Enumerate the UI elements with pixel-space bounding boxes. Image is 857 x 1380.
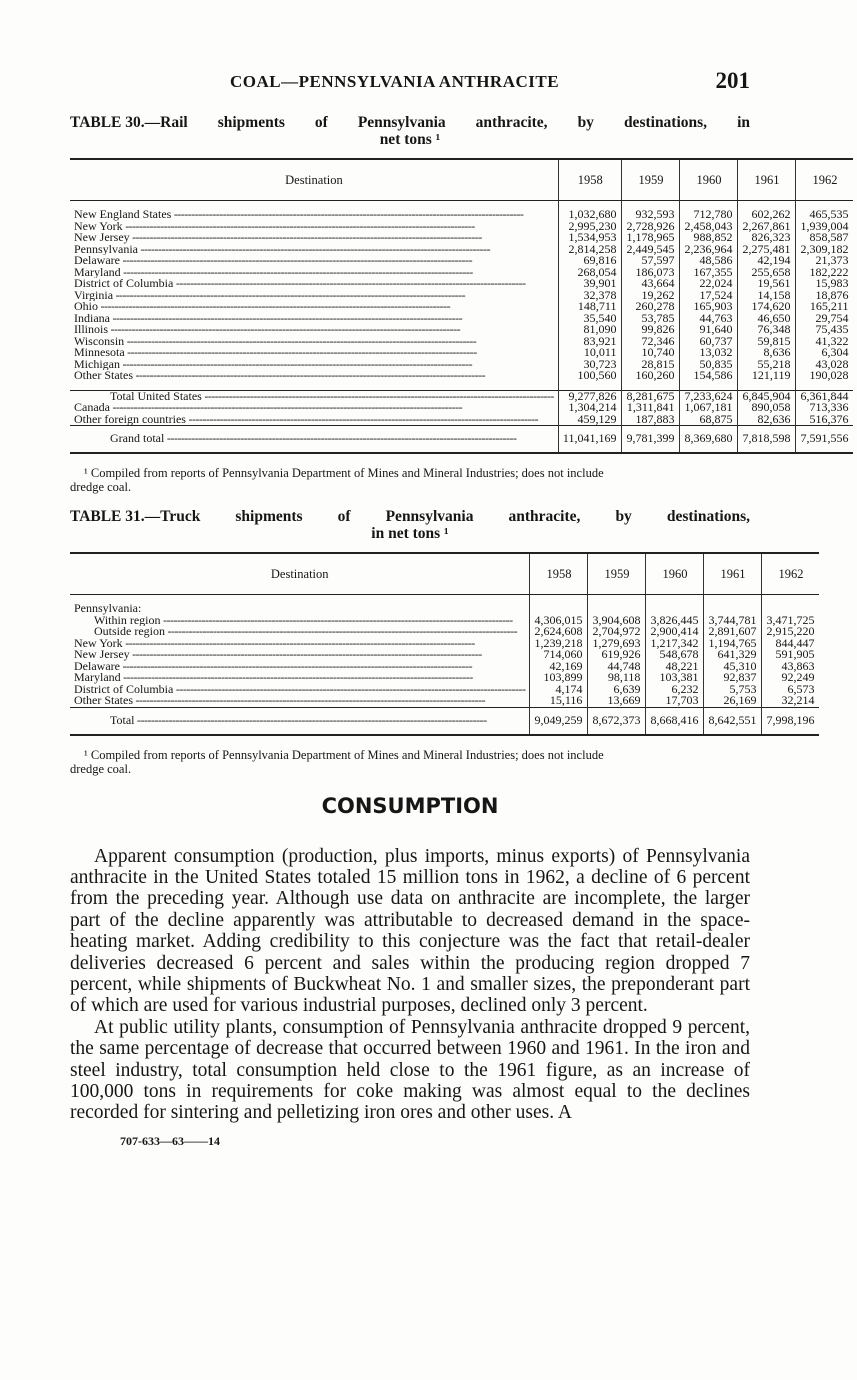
table-cell: 7,591,556 [796, 426, 854, 454]
table-31-caption-line2: in net tons ¹ [371, 525, 449, 542]
table-30-caption [70, 114, 750, 148]
row-label [70, 695, 530, 707]
caption-word: of [337, 508, 351, 525]
table-row [70, 313, 853, 325]
table-cell: 35,540 [558, 313, 622, 325]
table-cell: 43,863 [762, 661, 820, 673]
table-cell: 44,748 [588, 661, 646, 673]
table-cell: 50,835 [680, 359, 738, 371]
table-row [70, 324, 853, 336]
spacer-cell [530, 595, 588, 604]
table-cell: 72,346 [622, 336, 680, 348]
table-cell: 186,073 [622, 267, 680, 279]
table-cell: 714,060 [530, 649, 588, 661]
table-cell: 69,816 [558, 255, 622, 267]
row-label [70, 347, 558, 359]
row-label [70, 359, 558, 371]
page-number: 201 [715, 68, 750, 93]
caption-word: anthracite, [475, 114, 548, 131]
row-label-text: Maryland ----- [74, 267, 473, 279]
table-cell: 42,169 [530, 661, 588, 673]
table-cell: 1,067,181 [680, 402, 738, 414]
table-cell: 2,814,258 [558, 244, 622, 256]
column-header: Destination [70, 159, 558, 201]
table-cell: 8,672,373 [588, 707, 646, 735]
table-cell: 182,222 [796, 267, 854, 279]
table-cell: 8,642,551 [704, 707, 762, 735]
spacer-cell [762, 595, 820, 604]
table-31-body [70, 595, 819, 735]
table-cell: 2,704,972 [588, 626, 646, 638]
row-label-text: Delaware ----- [74, 255, 472, 267]
table-cell: 712,780 [680, 209, 738, 221]
table-cell: 255,658 [738, 267, 796, 279]
table-cell: 13,032 [680, 347, 738, 359]
running-head [70, 66, 750, 100]
row-label-text: Indiana ----- [74, 313, 462, 325]
table-cell: 826,323 [738, 232, 796, 244]
row-label-text: New York ----- [74, 221, 475, 233]
table-cell: 81,090 [558, 324, 622, 336]
table-row [70, 347, 853, 359]
table-cell: 1,178,965 [622, 232, 680, 244]
table-cell: 103,899 [530, 672, 588, 684]
row-label-text: Total United States ----- [110, 390, 554, 402]
row-label [70, 626, 530, 638]
row-label [70, 649, 530, 661]
row-label-text: Minnesota ----- [74, 347, 477, 359]
row-label-text: Maryland ----- [74, 672, 473, 684]
spacer-cell [70, 595, 530, 604]
column-header: 1959 [622, 159, 680, 201]
table-cell: 21,373 [796, 255, 854, 267]
row-label [70, 336, 558, 348]
table-cell: 29,754 [796, 313, 854, 325]
row-label [70, 290, 558, 302]
table-row [70, 638, 819, 650]
group-label: Pennsylvania: [74, 603, 142, 615]
table-cell: 59,815 [738, 336, 796, 348]
row-label-text: Pennsylvania ----- [74, 244, 490, 256]
table-31 [70, 552, 819, 736]
table-cell: 932,593 [622, 209, 680, 221]
table-cell: 121,119 [738, 370, 796, 382]
table-cell: 99,826 [622, 324, 680, 336]
table-cell: 45,310 [704, 661, 762, 673]
caption-word: of [314, 114, 328, 131]
table-cell: 41,322 [796, 336, 854, 348]
table-cell: 1,534,953 [558, 232, 622, 244]
table-cell: 19,262 [622, 290, 680, 302]
table-row [70, 336, 853, 348]
table-cell: 43,028 [796, 359, 854, 371]
row-label [70, 370, 558, 382]
table-cell: 844,447 [762, 638, 820, 650]
table-cell: 98,118 [588, 672, 646, 684]
caption-word: TABLE 31.—Truck [70, 508, 201, 525]
table-cell: 10,011 [558, 347, 622, 359]
row-label [70, 209, 558, 221]
row-label [70, 313, 558, 325]
table-row [70, 278, 853, 290]
row-label-text: Delaware ----- [74, 661, 472, 673]
row-label-text: Canada ----- [74, 402, 462, 414]
caption-word: Pennsylvania [357, 114, 446, 131]
column-header: 1960 [680, 159, 738, 201]
table-cell: 190,028 [796, 370, 854, 382]
table-cell: 187,883 [622, 414, 680, 426]
table-cell: 19,561 [738, 278, 796, 290]
spacer-cell [588, 595, 646, 604]
table-row [70, 209, 853, 221]
table-31-caption-line1 [70, 508, 750, 525]
table-cell: 160,260 [622, 370, 680, 382]
table-cell: 3,904,608 [588, 615, 646, 627]
caption-word: by [577, 114, 594, 131]
table-cell: 42,194 [738, 255, 796, 267]
table-cell: 2,891,607 [704, 626, 762, 638]
table-cell: 55,218 [738, 359, 796, 371]
table-cell: 2,995,230 [558, 221, 622, 233]
subtotal-row [70, 402, 853, 414]
row-label-text: New York ----- [74, 638, 475, 650]
table-cell: 268,054 [558, 267, 622, 279]
table-cell: 2,267,861 [738, 221, 796, 233]
table-cell: 8,636 [738, 347, 796, 359]
grand-total-row [70, 426, 853, 454]
table-cell: 26,169 [704, 695, 762, 707]
table-row [70, 370, 853, 382]
table-cell: 3,471,725 [762, 615, 820, 627]
total-row [70, 707, 819, 735]
table-30-caption-line2: net tons ¹ [379, 131, 441, 148]
document-page [70, 66, 849, 1149]
table-cell: 6,845,904 [738, 390, 796, 402]
footnote-line: ¹ Compiled from reports of Pennsylvania Department of Mines and Mineral Industries; does not include [84, 747, 604, 762]
column-header: 1958 [530, 553, 588, 595]
table-cell: 1,032,680 [558, 209, 622, 221]
table-cell: 641,329 [704, 649, 762, 661]
row-label-text: Other States ----- [74, 370, 485, 382]
table-cell: 8,369,680 [680, 426, 738, 454]
table-cell: 2,236,964 [680, 244, 738, 256]
column-header: 1960 [646, 553, 704, 595]
column-header: 1958 [558, 159, 622, 201]
table-cell: 148,711 [558, 301, 622, 313]
table-cell: 2,309,182 [796, 244, 854, 256]
table-cell: 459,129 [558, 414, 622, 426]
table-cell: 1,311,841 [622, 402, 680, 414]
table-cell: 83,921 [558, 336, 622, 348]
table-row [70, 695, 819, 707]
spacer-cell [646, 595, 704, 604]
printer-mark: 707-633—63——14 [120, 1133, 220, 1148]
table-cell: 9,049,259 [530, 707, 588, 735]
table-cell: 988,852 [680, 232, 738, 244]
table-cell: 13,669 [588, 695, 646, 707]
table-cell: 1,939,004 [796, 221, 854, 233]
table-row [70, 267, 853, 279]
table-cell: 46,650 [738, 313, 796, 325]
body-paragraph: At public utility plants, consumption of Pennsylvania anthracite dropped 9 percent, the same percentage of decrease that occurred between 1960 and 1961. In the iron and steel industry, total consumption held close to the 1961 figure, as an increase of 100,000 tons in requirements for coke making was almost equal to the declines recorded for sintering and pelletizing iron ores and other uses. A [70, 1016, 750, 1124]
caption-word: in [737, 114, 750, 131]
table-row [70, 626, 819, 638]
table-cell: 2,900,414 [646, 626, 704, 638]
footnote-line: dredge coal. [70, 480, 132, 494]
table-cell: 591,905 [762, 649, 820, 661]
caption-word: Pennsylvania [385, 508, 474, 525]
footnote-line: ¹ Compiled from reports of Pennsylvania Department of Mines and Mineral Industries; does not include [84, 466, 604, 480]
table-cell: 2,915,220 [762, 626, 820, 638]
column-header: 1961 [738, 159, 796, 201]
table-30 [70, 158, 853, 454]
table-cell: 15,983 [796, 278, 854, 290]
table-cell: 174,620 [738, 301, 796, 313]
table-cell: 68,875 [680, 414, 738, 426]
table-cell: 3,744,781 [704, 615, 762, 627]
table-row [70, 359, 853, 371]
row-label [70, 324, 558, 336]
caption-word: shipments [235, 508, 303, 525]
table-cell: 91,640 [680, 324, 738, 336]
spacer-row [70, 201, 853, 210]
row-label-text: Total ----- [110, 713, 487, 727]
table-cell: 28,815 [622, 359, 680, 371]
table-cell: 8,281,675 [622, 390, 680, 402]
table-cell: 6,573 [762, 684, 820, 696]
table-cell: 1,239,218 [530, 638, 588, 650]
table-cell: 100,560 [558, 370, 622, 382]
table-cell: 858,587 [796, 232, 854, 244]
row-label [70, 402, 558, 414]
table-cell: 260,278 [622, 301, 680, 313]
footnote-line: dredge coal. [70, 761, 132, 776]
table-cell: 7,818,598 [738, 426, 796, 454]
row-label-text: Illinois ----- [74, 324, 460, 336]
table-row [70, 221, 853, 233]
row-label [70, 301, 558, 313]
caption-word: destinations, [623, 114, 708, 131]
row-label [70, 672, 530, 684]
table-cell: 103,381 [646, 672, 704, 684]
table-header-row [70, 159, 853, 201]
table-cell: 4,174 [530, 684, 588, 696]
table-cell: 53,785 [622, 313, 680, 325]
table-cell: 75,435 [796, 324, 854, 336]
table-cell: 18,876 [796, 290, 854, 302]
table-31-footnote [70, 748, 750, 776]
table-cell: 6,304 [796, 347, 854, 359]
table-cell: 7,998,196 [762, 707, 820, 735]
spacer-cell [704, 595, 762, 604]
table-cell: 30,723 [558, 359, 622, 371]
column-header: Destination [70, 553, 530, 595]
table-cell: 92,837 [704, 672, 762, 684]
spacer-cell [70, 201, 558, 210]
table-cell: 6,361,844 [796, 390, 854, 402]
table-cell: 11,041,169 [558, 426, 622, 454]
table-30-body [70, 201, 853, 454]
table-30-caption-line1 [70, 114, 750, 131]
row-label-text: Other States ----- [74, 695, 485, 707]
table-cell: 9,781,399 [622, 426, 680, 454]
group-header-row [70, 603, 819, 615]
table-cell: 465,535 [796, 209, 854, 221]
row-label [70, 414, 558, 426]
table-row [70, 615, 819, 627]
table-cell: 76,348 [738, 324, 796, 336]
table-cell: 43,664 [622, 278, 680, 290]
row-label-text: Grand total ----- [110, 431, 516, 445]
table-cell: 17,703 [646, 695, 704, 707]
table-cell: 14,158 [738, 290, 796, 302]
row-label [70, 638, 530, 650]
table-cell: 713,336 [796, 402, 854, 414]
table-cell: 2,275,481 [738, 244, 796, 256]
table-cell: 3,826,445 [646, 615, 704, 627]
row-label-text: New England States ----- [74, 209, 523, 221]
table-row [70, 244, 853, 256]
table-cell: 165,903 [680, 301, 738, 313]
row-label [70, 244, 558, 256]
table-cell: 39,901 [558, 278, 622, 290]
row-label-text: Outside region ----- [94, 626, 517, 638]
body-paragraph: Apparent consumption (production, plus imports, minus exports) of Pennsylvania anthracite in the United States totaled 15 million tons in 1962, a decline of 6 percent from the preceding year. Although use data on anthracite are incomplete, the larger part of the decline apparently was attributable to decreased demand in the space-heating market. Adding credibility to this conjecture was the fact that retail-dealer deliveries decreased 6 percent and sales within the producing region dropped 7 percent, while shipments of Buckwheat No. 1 and smaller sizes, the preponderant part of which are used for various industrial purposes, declined only 3 percent. [70, 845, 750, 1017]
row-label-text: District of Columbia ----- [74, 684, 525, 696]
row-label-text: Michigan ----- [74, 359, 472, 371]
table-cell: 2,458,043 [680, 221, 738, 233]
table-row [70, 649, 819, 661]
row-label [70, 661, 530, 673]
row-label-text: Virginia ----- [74, 290, 465, 302]
row-label [70, 426, 558, 454]
table-cell: 1,194,765 [704, 638, 762, 650]
column-header: 1962 [762, 553, 820, 595]
row-label-text: Ohio ----- [74, 301, 450, 313]
row-label [70, 255, 558, 267]
spacer-row [70, 595, 819, 604]
table-cell: 890,058 [738, 402, 796, 414]
table-cell: 10,740 [622, 347, 680, 359]
table-cell: 165,211 [796, 301, 854, 313]
row-label [70, 267, 558, 279]
caption-word: destinations, [666, 508, 750, 525]
row-label-text: New Jersey ----- [74, 649, 482, 661]
table-row [70, 232, 853, 244]
table-row [70, 290, 853, 302]
section-heading: CONSUMPTION [321, 793, 499, 818]
row-label-text: Other foreign countries ----- [74, 414, 538, 426]
row-label [70, 221, 558, 233]
row-label-text: New Jersey ----- [74, 232, 482, 244]
table-31-caption [70, 508, 750, 542]
row-label-text: District of Columbia ----- [74, 278, 525, 290]
table-cell: 48,586 [680, 255, 738, 267]
table-cell: 602,262 [738, 209, 796, 221]
table-cell: 2,449,545 [622, 244, 680, 256]
row-label [70, 684, 530, 696]
running-head-title: COAL—PENNSYLVANIA ANTHRACITE [230, 72, 560, 91]
table-cell: 154,586 [680, 370, 738, 382]
table-cell: 167,355 [680, 267, 738, 279]
row-label-text: Within region ----- [94, 615, 513, 627]
table-row [70, 661, 819, 673]
row-label-text: Wisconsin ----- [74, 336, 476, 348]
row-label [70, 232, 558, 244]
table-row [70, 301, 853, 313]
caption-word: shipments [217, 114, 285, 131]
table-cell: 92,249 [762, 672, 820, 684]
table-cell: 32,378 [558, 290, 622, 302]
table-row [70, 255, 853, 267]
caption-word: anthracite, [508, 508, 581, 525]
table-cell: 22,024 [680, 278, 738, 290]
table-cell: 82,636 [738, 414, 796, 426]
table-cell: 1,279,693 [588, 638, 646, 650]
table-cell: 1,217,342 [646, 638, 704, 650]
table-cell: 2,624,608 [530, 626, 588, 638]
row-label [70, 707, 530, 735]
table-cell: 48,221 [646, 661, 704, 673]
subtotal-row [70, 390, 853, 402]
table-row [70, 672, 819, 684]
table-cell: 32,214 [762, 695, 820, 707]
table-cell: 9,277,826 [558, 390, 622, 402]
table-cell: 60,737 [680, 336, 738, 348]
table-cell: 619,926 [588, 649, 646, 661]
table-cell: 57,597 [622, 255, 680, 267]
table-cell: 44,763 [680, 313, 738, 325]
caption-word: TABLE 30.—Rail [70, 114, 188, 131]
table-row [70, 684, 819, 696]
table-cell: 17,524 [680, 290, 738, 302]
spacer-row [70, 382, 853, 391]
table-cell: 8,668,416 [646, 707, 704, 735]
subtotal-row [70, 414, 853, 426]
column-header: 1959 [588, 553, 646, 595]
caption-word: by [615, 508, 632, 525]
table-cell: 548,678 [646, 649, 704, 661]
table-cell: 516,376 [796, 414, 854, 426]
table-cell: 15,116 [530, 695, 588, 707]
spacer-cell [70, 382, 558, 391]
table-30-footnote [70, 466, 750, 494]
table-cell: 4,306,015 [530, 615, 588, 627]
table-cell: 6,639 [588, 684, 646, 696]
table-cell: 5,753 [704, 684, 762, 696]
table-cell: 6,232 [646, 684, 704, 696]
row-label [70, 390, 558, 402]
column-header: 1961 [704, 553, 762, 595]
row-label [70, 278, 558, 290]
column-header: 1962 [796, 159, 854, 201]
table-cell: 2,728,926 [622, 221, 680, 233]
table-cell: 1,304,214 [558, 402, 622, 414]
row-label [70, 615, 530, 627]
table-header-row [70, 553, 819, 595]
table-cell: 7,233,624 [680, 390, 738, 402]
